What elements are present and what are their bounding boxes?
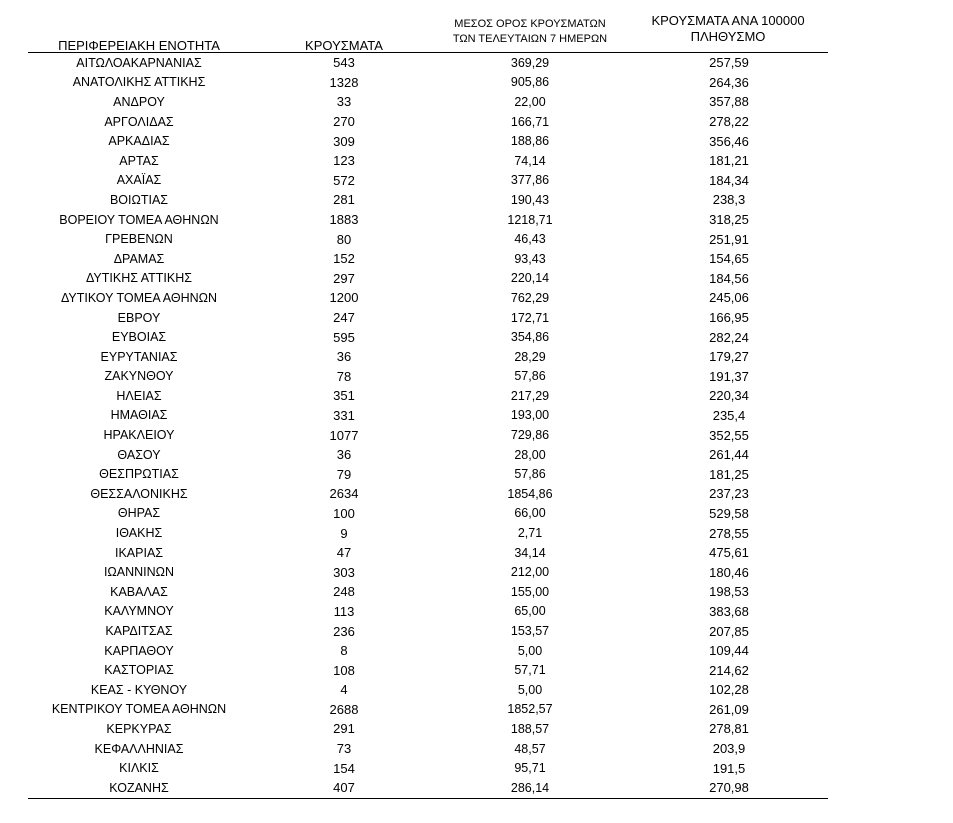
cell-7day-average: 369,29 — [510, 55, 550, 70]
cell-cases-per-100000: 238,3 — [712, 192, 746, 208]
cell-cases: 291 — [333, 721, 355, 737]
table-header — [28, 8, 828, 52]
cell-region: ΘΗΡΑΣ — [117, 506, 161, 521]
cell-region: ΔΥΤΙΚΟΥ ΤΟΜΕΑ ΑΘΗΝΩΝ — [60, 290, 218, 305]
cell-7day-average: 188,57 — [510, 721, 550, 736]
cell-cases-per-100000: 318,25 — [709, 212, 749, 228]
cell-7day-average: 57,86 — [514, 369, 546, 384]
cell-cases-per-100000: 181,21 — [709, 153, 749, 169]
cases-table — [28, 8, 828, 799]
cell-cases: 2634 — [329, 486, 359, 502]
cell-7day-average: 905,86 — [510, 75, 550, 90]
table-row — [28, 112, 828, 132]
table-row — [28, 308, 828, 328]
table-row — [28, 778, 828, 798]
cell-7day-average: 193,00 — [510, 408, 550, 423]
cell-region: ΔΡΑΜΑΣ — [113, 251, 165, 266]
table-row — [28, 523, 828, 543]
cell-7day-average: 65,00 — [514, 604, 546, 619]
cell-region: ΙΘΑΚΗΣ — [115, 526, 163, 541]
cell-region: ΚΟΖΑΝΗΣ — [109, 780, 169, 795]
cell-region: ΙΚΑΡΙΑΣ — [114, 545, 164, 560]
cell-region: ΗΜΑΘΙΑΣ — [110, 408, 168, 423]
cell-cases-per-100000: 109,44 — [709, 643, 749, 659]
cell-cases: 572 — [333, 172, 355, 188]
cell-region: ΙΩΑΝΝΙΝΩΝ — [103, 565, 175, 580]
table-row — [28, 171, 828, 191]
cell-7day-average: 190,43 — [510, 192, 550, 207]
cell-7day-average: 1218,71 — [507, 212, 553, 227]
cell-7day-average: 286,14 — [510, 780, 550, 795]
cell-cases-per-100000: 191,5 — [712, 760, 746, 776]
table-row — [28, 347, 828, 367]
cell-cases-per-100000: 282,24 — [709, 329, 749, 345]
cell-7day-average: 28,29 — [514, 349, 546, 364]
cell-cases-per-100000: 102,28 — [709, 682, 749, 698]
cell-cases-per-100000: 154,65 — [709, 251, 749, 267]
cell-cases-per-100000: 270,98 — [709, 780, 749, 796]
cell-cases: 248 — [333, 584, 355, 600]
cell-cases-per-100000: 278,55 — [709, 525, 749, 541]
cell-region: ΑΡΤΑΣ — [119, 153, 159, 168]
table-row — [28, 484, 828, 504]
table-row — [28, 269, 828, 289]
cell-cases: 9 — [340, 525, 348, 541]
cell-cases: 78 — [336, 368, 352, 384]
cell-cases-per-100000: 352,55 — [709, 427, 749, 443]
cell-cases: 1200 — [329, 290, 359, 306]
cell-cases-per-100000: 257,59 — [709, 55, 749, 71]
cell-region: ΑΧΑΪΑΣ — [116, 173, 162, 188]
cell-cases-per-100000: 251,91 — [709, 231, 749, 247]
cell-region: ΚΑΡΠΑΘΟΥ — [104, 643, 174, 658]
cell-cases: 270 — [333, 114, 355, 130]
cell-cases: 297 — [333, 270, 355, 286]
cell-7day-average: 172,71 — [510, 310, 550, 325]
cell-region: ΒΟΙΩΤΙΑΣ — [109, 192, 169, 207]
cell-cases: 1077 — [329, 427, 359, 443]
cell-cases: 100 — [333, 505, 355, 521]
table-row — [28, 327, 828, 347]
cell-cases-per-100000: 529,58 — [709, 505, 749, 521]
cell-cases-per-100000: 237,23 — [709, 486, 749, 502]
cell-cases-per-100000: 203,9 — [712, 741, 746, 757]
cell-7day-average: 217,29 — [510, 388, 550, 403]
cell-region: ΚΑΡΔΙΤΣΑΣ — [105, 624, 173, 639]
table-row — [28, 386, 828, 406]
cell-7day-average: 212,00 — [510, 565, 550, 580]
cell-cases-per-100000: 356,46 — [709, 133, 749, 149]
cell-region: ΚΑΒΑΛΑΣ — [110, 584, 168, 599]
table-row — [28, 210, 828, 230]
cell-cases: 154 — [333, 760, 355, 776]
cell-region: ΘΑΣΟΥ — [117, 447, 161, 462]
cell-cases-per-100000: 278,81 — [709, 721, 749, 737]
cell-cases-per-100000: 261,44 — [709, 447, 749, 463]
table-row — [28, 562, 828, 582]
cell-cases: 281 — [333, 192, 355, 208]
cell-cases: 123 — [333, 153, 355, 169]
cell-cases: 8 — [340, 643, 348, 659]
cell-cases: 247 — [333, 310, 355, 326]
cell-region: ΚΕΡΚΥΡΑΣ — [106, 721, 172, 736]
table-body — [28, 52, 828, 799]
cell-cases-per-100000: 214,62 — [709, 662, 749, 678]
table-row — [28, 582, 828, 602]
cell-region: ΕΥΡΥΤΑΝΙΑΣ — [100, 349, 178, 364]
cell-cases-per-100000: 180,46 — [709, 564, 749, 580]
cell-7day-average: 762,29 — [510, 290, 550, 305]
cell-7day-average: 5,00 — [517, 643, 543, 658]
cell-7day-average: 57,71 — [514, 663, 546, 678]
table-row — [28, 700, 828, 720]
cell-cases: 152 — [333, 251, 355, 267]
cell-cases: 4 — [340, 682, 348, 698]
cell-7day-average: 155,00 — [510, 584, 550, 599]
cell-region: ΚΑΣΤΟΡΙΑΣ — [104, 663, 174, 678]
cell-7day-average: 166,71 — [510, 114, 550, 129]
cell-cases: 407 — [333, 780, 355, 796]
cell-7day-average: 153,57 — [510, 624, 550, 639]
cell-region: ΒΟΡΕΙΟΥ ΤΟΜΕΑ ΑΘΗΝΩΝ — [59, 212, 219, 227]
cell-region: ΚΕΑΣ - ΚΥΘΝΟΥ — [90, 682, 188, 697]
cell-7day-average: 5,00 — [517, 682, 543, 697]
header-cases-per-100000: ΚΡΟΥΣΜΑΤΑ ΑΝΑ 100000 ΠΛΗΘΥΣΜΟ — [651, 13, 805, 44]
table-row — [28, 445, 828, 465]
table-row — [28, 151, 828, 171]
cell-cases-per-100000: 198,53 — [709, 584, 749, 600]
cell-region: ΗΡΑΚΛΕΙΟΥ — [103, 428, 175, 443]
header-7day-average: ΜΕΣΟΣ ΟΡΟΣ ΚΡΟΥΣΜΑΤΩΝ ΤΩΝ ΤΕΛΕΥΤΑΙΩΝ 7 ΗΜΕΡΩΝ — [452, 18, 608, 45]
cell-region: ΘΕΣΠΡΩΤΙΑΣ — [99, 467, 179, 482]
table-row — [28, 641, 828, 661]
cell-cases: 309 — [333, 133, 355, 149]
table-row — [28, 229, 828, 249]
cell-7day-average: 22,00 — [514, 94, 546, 109]
table-row — [28, 543, 828, 563]
cell-cases: 1328 — [329, 74, 359, 90]
cell-region: ΑΙΤΩΛΟΑΚΑΡΝΑΝΙΑΣ — [76, 55, 202, 70]
cell-cases: 36 — [336, 447, 352, 463]
cell-cases-per-100000: 357,88 — [709, 94, 749, 110]
cell-cases-per-100000: 278,22 — [709, 114, 749, 130]
cell-7day-average: 57,86 — [514, 467, 546, 482]
cell-cases: 331 — [333, 407, 355, 423]
header-region: ΠΕΡΙΦΕΡΕΙΑΚΗ ΕΝΟΤΗΤΑ — [58, 38, 220, 53]
cell-cases: 236 — [333, 623, 355, 639]
cell-region: ΑΡΚΑΔΙΑΣ — [108, 134, 170, 149]
cell-cases: 80 — [336, 231, 352, 247]
cell-7day-average: 93,43 — [514, 251, 546, 266]
cell-cases: 36 — [336, 349, 352, 365]
table-row — [28, 249, 828, 269]
cell-region: ΗΛΕΙΑΣ — [116, 388, 162, 403]
cell-cases-per-100000: 261,09 — [709, 701, 749, 717]
cell-region: ΘΕΣΣΑΛΟΝΙΚΗΣ — [90, 486, 188, 501]
cell-7day-average: 188,86 — [510, 134, 550, 149]
table-row — [28, 53, 828, 73]
cell-cases: 33 — [336, 94, 352, 110]
cell-cases: 113 — [333, 603, 355, 619]
table-row — [28, 288, 828, 308]
cell-cases-per-100000: 245,06 — [709, 290, 749, 306]
cell-7day-average: 1852,57 — [507, 702, 553, 717]
cell-cases-per-100000: 181,25 — [709, 466, 749, 482]
cell-region: ΑΝΔΡΟΥ — [113, 94, 165, 109]
cell-cases: 543 — [333, 55, 355, 71]
cell-7day-average: 2,71 — [517, 526, 543, 541]
cell-region: ΓΡΕΒΕΝΩΝ — [105, 232, 173, 247]
cell-7day-average: 74,14 — [514, 153, 546, 168]
cell-cases: 2688 — [329, 701, 359, 717]
cell-7day-average: 354,86 — [510, 330, 550, 345]
cell-7day-average: 28,00 — [514, 447, 546, 462]
table-row — [28, 464, 828, 484]
table-row — [28, 92, 828, 112]
cell-cases: 47 — [336, 545, 352, 561]
cell-cases-per-100000: 184,56 — [709, 270, 749, 286]
cell-cases: 595 — [333, 329, 355, 345]
cell-cases: 303 — [333, 564, 355, 580]
cell-region: ΕΒΡΟΥ — [117, 310, 161, 325]
cell-cases: 79 — [336, 466, 352, 482]
cell-region: ΖΑΚΥΝΘΟΥ — [104, 369, 174, 384]
table-row — [28, 131, 828, 151]
cell-7day-average: 46,43 — [514, 232, 546, 247]
table-row — [28, 367, 828, 387]
cell-region: ΔΥΤΙΚΗΣ ΑΤΤΙΚΗΣ — [86, 271, 192, 286]
cell-7day-average: 377,86 — [510, 173, 550, 188]
table-row — [28, 719, 828, 739]
table-row — [28, 406, 828, 426]
cell-cases-per-100000: 475,61 — [709, 545, 749, 561]
cell-cases-per-100000: 179,27 — [709, 349, 749, 365]
cell-cases-per-100000: 184,34 — [709, 172, 749, 188]
cell-region: ΕΥΒΟΙΑΣ — [111, 330, 167, 345]
cell-7day-average: 729,86 — [510, 428, 550, 443]
cell-cases: 73 — [336, 741, 352, 757]
cell-cases-per-100000: 166,95 — [709, 310, 749, 326]
cell-cases-per-100000: 383,68 — [709, 603, 749, 619]
cell-cases-per-100000: 264,36 — [709, 74, 749, 90]
cell-7day-average: 1854,86 — [507, 486, 553, 501]
cell-region: ΑΝΑΤΟΛΙΚΗΣ ΑΤΤΙΚΗΣ — [72, 75, 206, 90]
header-cases: ΚΡΟΥΣΜΑΤΑ — [305, 38, 383, 53]
table-row — [28, 425, 828, 445]
table-row — [28, 504, 828, 524]
table-row — [28, 680, 828, 700]
cell-7day-average: 220,14 — [510, 271, 550, 286]
table-row — [28, 660, 828, 680]
table-row — [28, 190, 828, 210]
cell-region: ΚΕΝΤΡΙΚΟΥ ΤΟΜΕΑ ΑΘΗΝΩΝ — [51, 702, 227, 717]
cell-cases-per-100000: 220,34 — [709, 388, 749, 404]
cell-7day-average: 48,57 — [514, 741, 546, 756]
cell-cases: 108 — [333, 662, 355, 678]
cell-region: ΚΙΛΚΙΣ — [119, 761, 159, 776]
cell-cases: 351 — [333, 388, 355, 404]
cell-7day-average: 95,71 — [514, 761, 546, 776]
table-row — [28, 621, 828, 641]
cell-7day-average: 34,14 — [514, 545, 546, 560]
cell-cases-per-100000: 207,85 — [709, 623, 749, 639]
table-row — [28, 739, 828, 759]
cell-cases-per-100000: 191,37 — [709, 368, 749, 384]
cell-cases: 1883 — [329, 212, 359, 228]
cell-region: ΚΑΛΥΜΝΟΥ — [104, 604, 174, 619]
cell-region: ΑΡΓΟΛΙΔΑΣ — [104, 114, 174, 129]
cell-cases-per-100000: 235,4 — [712, 407, 746, 423]
cell-region: ΚΕΦΑΛΛΗΝΙΑΣ — [94, 741, 184, 756]
table-row — [28, 758, 828, 778]
table-row — [28, 602, 828, 622]
table-row — [28, 73, 828, 93]
cell-7day-average: 66,00 — [514, 506, 546, 521]
